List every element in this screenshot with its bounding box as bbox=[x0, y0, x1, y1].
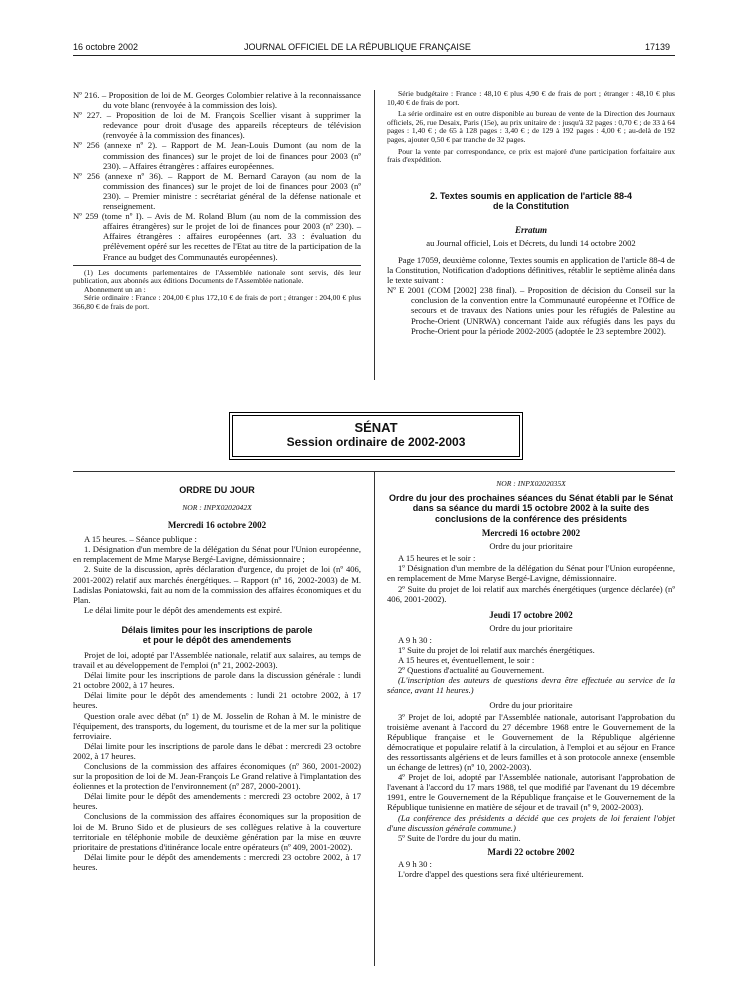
time-line: A 15 heures. – Séance publique : bbox=[84, 534, 197, 545]
agenda-item: 4º Projet de loi, adopté par l'Assemblée nationale, autorisant l'approbation de l'avenant à l'accord du 17 mars 1988, tel que modifié par l'avenant du 19 décembre 1991, entre le Gouvernement de la République française et le Gouvernement de la République tunisienne en matière de séjour et de travail (nº 9, 2002-2003). bbox=[387, 772, 675, 813]
deadline-expired: Le délai limite pour le dépôt des amendements est expiré. bbox=[84, 604, 283, 615]
budget-series: Série budgétaire : France : 48,10 € plus 4,90 € de frais de port ; étranger : 48,10 € plus 10,40 € de frais de port. bbox=[387, 89, 675, 107]
paragraph: Délai limite pour les inscriptions de parole dans la discussion générale : lundi 21 octobre 2002, à 17 heures. bbox=[73, 670, 361, 691]
session-subtitle: Session ordinaire de 2002-2003 bbox=[286, 435, 466, 449]
paragraph: Question orale avec débat (nº 1) de M. Josselin de Rohan à M. le ministre de l'équipement, des transports, du logement, du tourisme et de la mer sur la politique ferroviaire. bbox=[73, 710, 361, 741]
paragraph: Conclusions de la commission des affaires économiques sur la proposition de loi de M. Bruno Sido et de plusieurs de ses collègues relative à la couverture territoriale en téléphonie mobile de deuxième génération par la mise en œuvre prioritaire de prestations d'itinérance locale entre opérateurs (nº 409, 2001-2002). bbox=[73, 811, 361, 852]
day-heading: Mercredi 16 octobre 2002 bbox=[481, 528, 581, 539]
erratum-reference: au Journal officiel, Lois et Décrets, du lundi 14 octobre 2002 bbox=[426, 237, 636, 248]
top-left-column bbox=[73, 90, 361, 312]
agenda-item: 1º Suite du projet de loi relatif aux marchés énergétiques. bbox=[398, 645, 595, 656]
time-line: A 9 h 30 : bbox=[398, 634, 432, 645]
priority-heading: Ordre du jour prioritaire bbox=[489, 622, 573, 633]
page-number: 17139 bbox=[645, 42, 671, 52]
left-column bbox=[73, 480, 361, 872]
nor-reference: NOR : INPX0202035X bbox=[496, 479, 566, 488]
day-heading: Jeudi 17 octobre 2002 bbox=[489, 609, 573, 620]
agenda-note: (L'inscription des auteurs de questions devra être effectuée au service de la séance, avant 11 heures.) bbox=[387, 675, 675, 696]
document-item: Nº 256 (annexe nº 2). – Rapport de M. Jean-Louis Dumont (au nom de la commission des finances) sur le projet de loi de finances pour 2003 (nº 230). – Affaires étrangères : affaires européennes. bbox=[73, 140, 361, 171]
right-column bbox=[387, 480, 675, 879]
footnote-rule bbox=[73, 265, 361, 266]
time-line: A 15 heures et, éventuellement, le soir : bbox=[398, 655, 535, 666]
column-divider bbox=[374, 90, 375, 380]
paragraph: Projet de loi, adopté par l'Assemblée nationale, relatif aux salaires, au temps de travail et au développement de l'emploi (nº 21, 2002-2003). bbox=[73, 649, 361, 671]
deadlines-title-cont: et pour le dépôt des amendements bbox=[142, 635, 292, 646]
agenda-note: (La conférence des présidents a décidé que ces projets de loi feraient l'objet d'une discussion générale commune.) bbox=[387, 812, 675, 833]
agenda-item: L'ordre d'appel des questions sera fixé ultérieurement. bbox=[398, 869, 584, 879]
priority-heading: Ordre du jour prioritaire bbox=[489, 541, 573, 552]
agenda-item: 2º Questions d'actualité au Gouvernement. bbox=[398, 665, 545, 676]
header-date: 16 octobre 2002 bbox=[73, 42, 139, 52]
column-divider bbox=[374, 471, 375, 966]
subscription-text: Série ordinaire : France : 204,00 € plus 172,10 € de frais de port ; étranger : 204,00 € plus 366,80 € de frais de port. bbox=[73, 293, 361, 311]
correspondence-note: Pour la vente par correspondance, ce prix est majoré d'une participation forfaitaire aux frais d'expédition. bbox=[387, 146, 675, 165]
agenda-item: 1º Désignation d'un membre de la délégation du Sénat pour l'Union européenne, en remplacement de Mme Maryse Bergé-Lavigne, démissionnaire. bbox=[387, 563, 675, 584]
time-line: A 9 h 30 : bbox=[398, 858, 432, 869]
day-heading: Mardi 22 octobre 2002 bbox=[487, 846, 575, 857]
top-right-column bbox=[387, 90, 675, 336]
paragraph: Délai limite pour le dépôt des amendements : mercredi 23 octobre 2002, à 17 heures. bbox=[73, 851, 361, 872]
senat-title: SÉNAT bbox=[354, 420, 398, 435]
erratum-heading: Erratum bbox=[514, 224, 547, 235]
subscription-label: Abonnement un an : bbox=[84, 284, 146, 294]
agenda-item: 2. Suite de la discussion, après déclaration d'urgence, du projet de loi (nº 406, 2001-2002) relatif aux marchés énergétiques. – Rapport (nº 16, 2002-2003) de M. Ladislas Poniatowski, fait au nom de la commission des affaires économiques et du Plan. bbox=[73, 564, 361, 605]
ordinary-series: La série ordinaire est en outre disponible au bureau de vente de la Direction des Journaux officiels, 26, rue Desaix, Paris (15e), au prix unitaire de : jusqu'à 32 pages : 0,70 € ; de 33 à 64 pages : 1,40 € ; de 65 à 128 pages : 3,40 € ; de 129 à 192 pages : 4,00 € ; au-delà de 192 pages, ajouter 0,50 € par tranche de 32 pages. bbox=[387, 109, 675, 144]
agenda-item: 1. Désignation d'un membre de la délégation du Sénat pour l'Union européenne, en remplacement de Mme Maryse Bergé-Lavigne, démissionnaire ; bbox=[73, 544, 361, 565]
erratum-text: Page 17059, deuxième colonne, Textes soumis en application de l'article 88-4 de la Constitution, Notification d'adoptions définitives, rétablir le septième alinéa dans le texte suivant : bbox=[387, 254, 675, 286]
document-item: Nº 259 (tome nº I). – Avis de M. Roland Blum (au nom de la commission des affaires étrangères) sur le projet de loi de finances pour 2003 (nº 230). – Affaires étrangères : affaires européennes (art. 33 : évaluation du prélèvement opéré sur les recettes de l'Etat au titre de la participation de la France au budget des Communautés européennes). bbox=[73, 211, 361, 262]
document-item: Nº 216. – Proposition de loi de M. Georges Colombier relative à la reconnaissance du vote blanc (renvoyée à la commission des lois). bbox=[73, 90, 361, 111]
nor-reference: NOR : INPX0202042X bbox=[182, 502, 252, 512]
paragraph: Conclusions de la commission des affaires économiques (nº 360, 2001-2002) sur la proposition de loi de M. Jean-François Le Grand relative à l'implantation des éoliennes et la protection de l'environnement (nº 287, 2000-2001). bbox=[73, 760, 361, 792]
journal-title: JOURNAL OFFICIEL DE LA RÉPUBLIQUE FRANÇAISE bbox=[244, 42, 471, 52]
time-line: A 15 heures et le soir : bbox=[398, 553, 476, 564]
session-date: Mercredi 16 octobre 2002 bbox=[167, 520, 267, 531]
agenda-title: Ordre du jour des prochaines séances du Sénat établi par le Sénat dans sa séance du mardi 15 octobre 2002 à la suite des conclusions de la conférence des présidents bbox=[388, 492, 674, 524]
agenda-item: 2º Suite du projet de loi relatif aux marchés énergétiques (urgence déclarée) (nº 406, 2001-2002). bbox=[387, 583, 675, 604]
paragraph: Délai limite pour les inscriptions de parole dans le débat : mercredi 23 octobre 2002, à 17 heures. bbox=[73, 740, 361, 761]
erratum-item: Nº E 2001 (COM [2002] 238 final). – Proposition de décision du Conseil sur la conclusion de la convention entre la Communauté européenne et l'Office de secours et de travaux des Nations unies pour les réfugiés de Palestine au Proche-Orient (UNRWA) concernant l'aide aux réfugiés dans les pays du Proche-Orient pour la période 2002-2005 (adoptée le 23 septembre 2002). bbox=[387, 285, 675, 336]
ordre-du-jour-title: ORDRE DU JOUR bbox=[179, 485, 255, 495]
agenda-item: 3º Projet de loi, adopté par l'Assemblée nationale, autorisant l'approbation du troisième avenant à l'accord du 27 décembre 1968 entre le Gouvernement de la République française et le Gouvernement de la République algérienne démocratique et populaire relatif à la circulation, à l'emploi et au séjour en France des ressortissants algériens et de leurs familles et à son protocole annexe (ensemble un échange de lettres) (nº 10, 2002-2003). bbox=[387, 711, 675, 773]
footnote: (1) Les documents parlementaires de l'Assemblée nationale sont servis, dès leur publication, aux abonnés aux éditions Documents de l'Assemblée nationale. bbox=[73, 267, 361, 286]
section-title-cont: de la Constitution bbox=[493, 201, 569, 212]
priority-heading: Ordre du jour prioritaire bbox=[489, 699, 573, 710]
document-item: Nº 227. – Proposition de loi de M. François Scellier visant à supprimer la redevance pour droit d'usage des appareils récepteurs de télévision (renvoyée à la commission des finances). bbox=[73, 110, 361, 141]
header-rule bbox=[73, 55, 675, 56]
paragraph: Délai limite pour le dépôt des amendements : lundi 21 octobre 2002, à 17 heures. bbox=[73, 690, 361, 711]
paragraph: Délai limite pour le dépôt des amendements : mercredi 23 octobre 2002, à 17 heures. bbox=[73, 791, 361, 812]
agenda-item: 5º Suite de l'ordre du jour du matin. bbox=[398, 832, 521, 843]
senat-title-box bbox=[232, 415, 520, 457]
section-title: 2. Textes soumis en application de l'article 88-4 bbox=[429, 190, 633, 201]
deadlines-title: Délais limites pour les inscriptions de parole bbox=[121, 624, 313, 635]
document-item: Nº 256 (annexe nº 36). – Rapport de M. Bernard Carayon (au nom de la commission des finances) sur le projet de loi de finances pour 2003 (nº 230). – Premier ministre : secrétariat général de la défense nationale et renseignement. bbox=[73, 170, 361, 212]
